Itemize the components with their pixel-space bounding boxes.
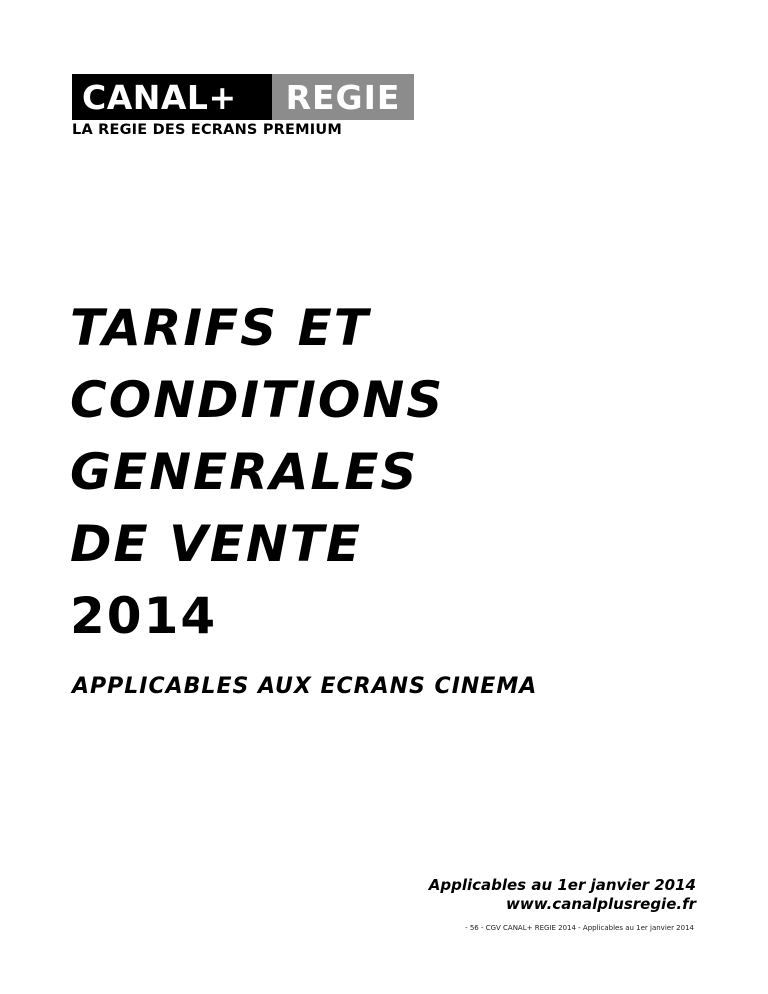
- applicable-date: Applicables au 1er janvier 2014: [428, 876, 696, 894]
- title-year: 2014: [70, 587, 218, 645]
- logo-bar: [72, 74, 414, 120]
- logo-regie: REGIE: [272, 74, 414, 120]
- page-footer: - 56 - CGV CANAL+ REGIE 2014 - Applicables au 1er janvier 2014: [465, 924, 694, 932]
- logo-canal-plus: CANAL+: [72, 74, 272, 120]
- title-line: TARIFS ET: [70, 299, 370, 357]
- logo-tagline: LA REGIE DES ECRANS PREMIUM: [72, 122, 342, 138]
- title-line: GENERALES: [70, 443, 419, 501]
- title-line: CONDITIONS: [70, 371, 445, 429]
- canal-regie-logo: [72, 74, 414, 138]
- title-line: DE VENTE: [70, 515, 363, 573]
- document-title: [70, 292, 444, 652]
- website-link[interactable]: www.canalplusregie.fr: [506, 895, 696, 913]
- applicability-block: [429, 876, 696, 914]
- document-subtitle: APPLICABLES AUX ECRANS CINEMA: [72, 674, 538, 699]
